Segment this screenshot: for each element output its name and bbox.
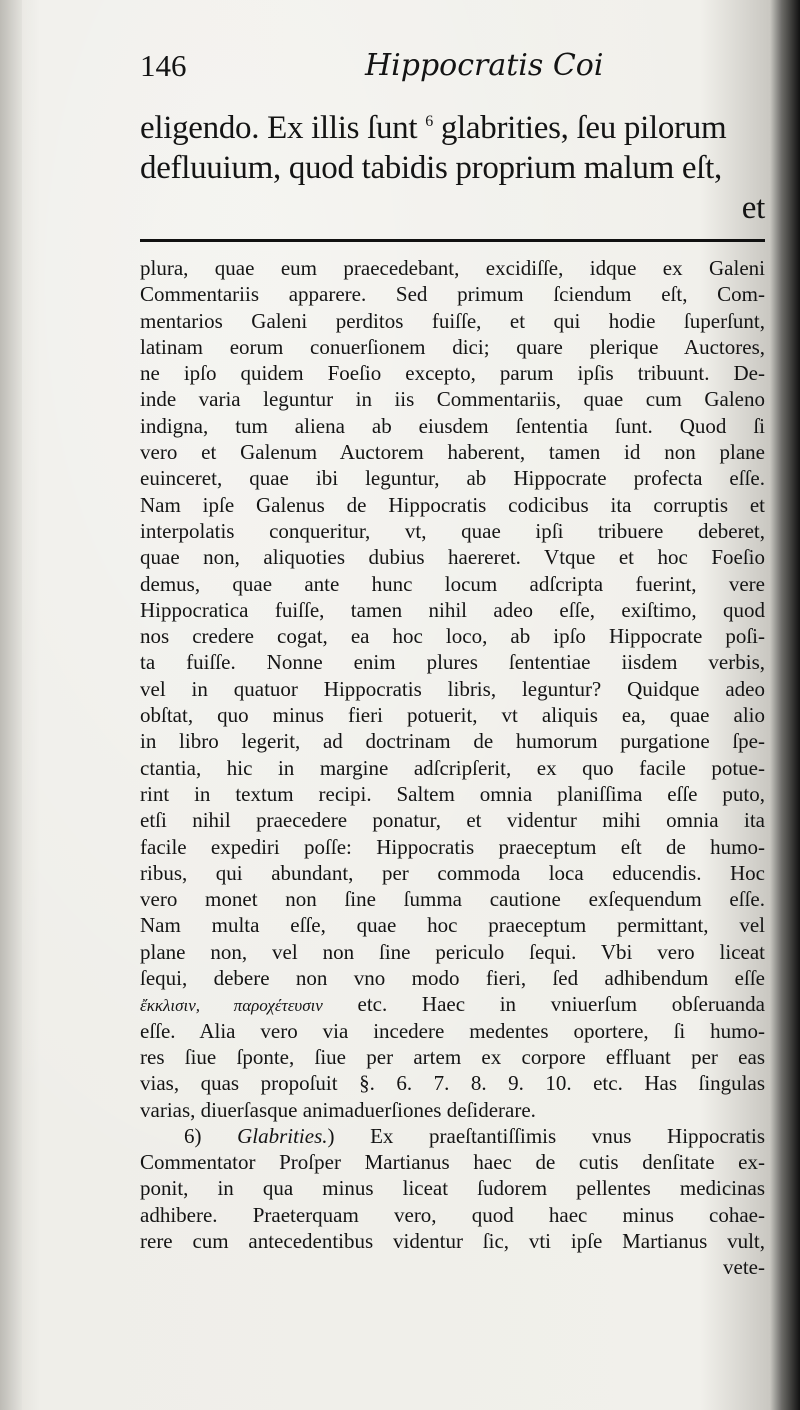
note-line: indigna, tum aliena ab eiusdem ſententia ſunt. Quod ſi bbox=[140, 413, 765, 438]
note-line: Commentator Proſper Martianus haec de cutis denſitate ex- bbox=[140, 1150, 765, 1175]
note-6-first-line: 6) Glabrities.) Ex praeſtantiſſimis vnus Hippocratis bbox=[184, 1123, 765, 1148]
note-line: ne ipſo quidem Foeſio excepto, parum ipſis tribuunt. De- bbox=[140, 361, 765, 386]
note-line: res ſiue ſponte, ſiue per artem ex corpore effluant per eas bbox=[140, 1044, 765, 1069]
note-line: rint in textum recipi. Saltem omnia planiſſima eſſe puto, bbox=[140, 781, 765, 806]
catchword: vete- bbox=[723, 1255, 765, 1280]
note-6-label: Glabrities. bbox=[237, 1123, 328, 1148]
note-line: vero et Galenum Auctorem haberent, tamen id non plane bbox=[140, 440, 765, 465]
note-line: ta fuiſſe. Nonne enim plures ſententiae iisdem verbis, bbox=[140, 650, 765, 675]
page-edge-shadow bbox=[782, 0, 800, 1410]
note-line: obſtat, quo minus fieri potuerit, vt aliquis ea, quae alio bbox=[140, 703, 765, 728]
note-line: rere cum antecedentibus videntur ſic, vti ipſe Martianus vult, bbox=[140, 1228, 765, 1253]
note-line: vel in quatuor Hippocratis libris, leguntur? Quidque adeo bbox=[140, 676, 765, 701]
note-line: Commentariis apparere. Sed primum ſciendum eſt, Com- bbox=[140, 282, 765, 307]
note-line: adhibere. Praeterquam vero, quod haec minus cohae- bbox=[140, 1202, 765, 1227]
footnote-marker: 6 bbox=[425, 113, 433, 130]
note-line: vias, quas propoſuit §. 6. 7. 8. 9. 10. etc. Has ſingulas bbox=[140, 1071, 765, 1096]
note-line: plura, quae eum praecedebant, excidiſſe, idque ex Galeni bbox=[140, 256, 765, 280]
note-line: ſequi, debere non vno modo fieri, ſed adhibendum eſſe bbox=[140, 966, 765, 991]
footnote-separator-rule bbox=[140, 239, 765, 242]
note-line: Nam ipſe Galenus de Hippocratis codicibus ita corruptis et bbox=[140, 492, 765, 517]
note-line: ribus, qui abundant, per commoda loca educendis. Hoc bbox=[140, 860, 765, 885]
page-header bbox=[140, 48, 760, 88]
note-line: plane non, vel non ſine periculo ſequi. Vbi vero liceat bbox=[140, 939, 765, 964]
greek-text: ἔκκλισιν, παροχέτευσιν bbox=[140, 996, 323, 1016]
note-line-greek: ἔκκλισιν, παροχέτευσιν etc. Haec in vniuerſum obſeruanda bbox=[140, 992, 766, 1017]
note-line: facile expediri poſſe: Hippocratis praeceptum eſt de humo- bbox=[140, 834, 765, 859]
note-line: Hippocratica fuiſſe, tamen nihil adeo eſſe, exiſtimo, quod bbox=[140, 597, 765, 622]
note-line: eſſe. Alia vero via incedere medentes oportere, ſi humo- bbox=[140, 1018, 765, 1043]
page-number: 146 bbox=[140, 48, 187, 83]
main-text-line: et bbox=[741, 190, 765, 226]
main-text-line: eligendo. Ex illis ſunt $^6$ glabrities, ſeu pilorum bbox=[140, 110, 727, 146]
note-line: ctantia, hic in margine adſcripſerit, ex quo facile potue- bbox=[140, 755, 765, 780]
note-line: euinceret, quae ibi leguntur, ab Hippocrate profecta eſſe. bbox=[140, 466, 765, 491]
note-line: demus, quae ante hunc locum adſcripta fuerint, vere bbox=[140, 571, 765, 596]
note-line: in libro legerit, ad doctrinam de humorum purgatione ſpe- bbox=[140, 729, 765, 754]
footnotes bbox=[140, 255, 765, 1281]
main-text bbox=[140, 108, 765, 228]
note-line: nos credere cogat, ea hoc loco, ab ipſo Hippocrate poſi- bbox=[140, 624, 765, 649]
note-line: inde varia leguntur in iis Commentariis, quae cum Galeno bbox=[140, 387, 765, 412]
note-line: latinam eorum conuerſionem dici; quare plerique Auctores, bbox=[140, 334, 765, 359]
running-head: Hippocratis Coi bbox=[365, 48, 604, 83]
note-line: mentarios Galeni perditos fuiſſe, et qui hodie ſuperſunt, bbox=[140, 308, 765, 333]
note-6-marker: 6) bbox=[184, 1123, 238, 1148]
page-gutter-shadow bbox=[0, 0, 22, 1410]
note-line: vero monet non ſine ſumma cautione exſequendum eſſe. bbox=[140, 887, 765, 912]
note-line: interpolatis conqueritur, vt, quae ipſi tribuere deberet, bbox=[140, 518, 765, 543]
main-text-line: defluuium, quod tabidis proprium malum eſt, bbox=[140, 150, 722, 186]
note-line: etſi nihil praecedere ponatur, et videntur mihi omnia ita bbox=[140, 808, 765, 833]
note-line: quae non, aliquoties dubius haereret. Vtque et hoc Foeſio bbox=[140, 545, 765, 570]
note-line: ponit, in qua minus liceat ſudorem pellentes medicinas bbox=[140, 1176, 765, 1201]
note-line: varias, diuerſasque animaduerſiones deſiderare. bbox=[140, 1097, 536, 1122]
note-line: Nam multa eſſe, quae hoc praeceptum permittant, vel bbox=[140, 913, 765, 938]
